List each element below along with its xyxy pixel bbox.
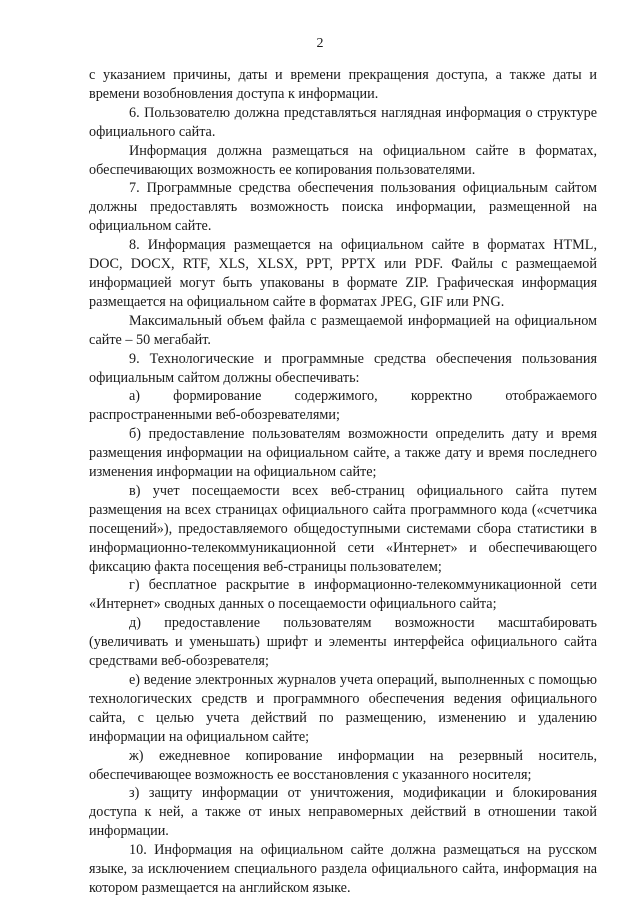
subitem-d: д) предоставление пользователям возможности масштабировать (увеличивать и уменьшать) шрифт и элементы интерфейса официального сайта средствами веб-обозревателя; bbox=[89, 615, 597, 670]
subitem-z: з) защиту информации от уничтожения, модификации и блокирования доступа к ней, а также от иных неправомерных действий в отношении такой информации. bbox=[89, 785, 597, 840]
subitem-e: е) ведение электронных журналов учета операций, выполненных с помощью технологических средств и программного обеспечения ведения официального сайта, с целью учета действий по размещению, изменению и удалению информации на официальном сайте; bbox=[89, 672, 597, 745]
subitem-b: б) предоставление пользователям возможности определить дату и время размещения информации на официальном сайте, а также дату и время последнего изменения информации на официальном сайте; bbox=[89, 426, 597, 481]
paragraph-max-file-size: Максимальный объем файла с размещаемой информацией на официальном сайте – 50 мегабайт. bbox=[89, 312, 597, 348]
document-body bbox=[89, 66, 597, 898]
subitem-g: г) бесплатное раскрытие в информационно-телекоммуникационной сети «Интернет» сводных данных о посещаемости официального сайта; bbox=[89, 577, 597, 613]
paragraph-item-8: 8. Информация размещается на официальном сайте в форматах HTML, DOC, DOCX, RTF, XLS, XLSX, PPT, PPTX или PDF. Файлы с размещаемой информацией могут быть упакованы в формате ZIP. Графическая информация размещается на официальном сайте в форматах JPEG, GIF или PNG. bbox=[89, 237, 597, 310]
paragraph-continuation: с указанием причины, даты и времени прекращения доступа, а также даты и времени возобновления доступа к информации. bbox=[89, 67, 597, 102]
subitem-a: а) формирование содержимого, корректно отображаемого распространенными веб-обозревателями; bbox=[89, 388, 597, 424]
paragraph-item-6: 6. Пользователю должна представляться наглядная информация о структуре официального сайта. bbox=[89, 104, 597, 140]
subitem-zh: ж) ежедневное копирование информации на резервный носитель, обеспечивающее возможность ее восстановления с указанного носителя; bbox=[89, 747, 597, 783]
paragraph-item-9: 9. Технологические и программные средства обеспечения пользования официальным сайтом должны обеспечивать: bbox=[89, 350, 597, 386]
paragraph-copy-formats: Информация должна размещаться на официальном сайте в форматах, обеспечивающих возможность ее копирования пользователями. bbox=[89, 142, 597, 178]
paragraph-item-7: 7. Программные средства обеспечения пользования официальным сайтом должны предоставлять возможность поиска информации, размещенной на официальном сайте. bbox=[89, 180, 597, 235]
subitem-v: в) учет посещаемости всех веб-страниц официального сайта путем размещения на всех страницах официального сайта программного кода («счетчика посещений»), предоставляемого общедоступными системами сбора статистики в информационно-телекоммуникационной сети «Интернет» и обеспечивающего фиксацию факта посещения веб-страницы пользователем; bbox=[89, 482, 597, 575]
page-number: 2 bbox=[316, 36, 324, 51]
paragraph-item-10: 10. Информация на официальном сайте должна размещаться на русском языке, за исключением специального раздела официального сайта, информация на котором размещается на английском языке. bbox=[89, 842, 597, 896]
